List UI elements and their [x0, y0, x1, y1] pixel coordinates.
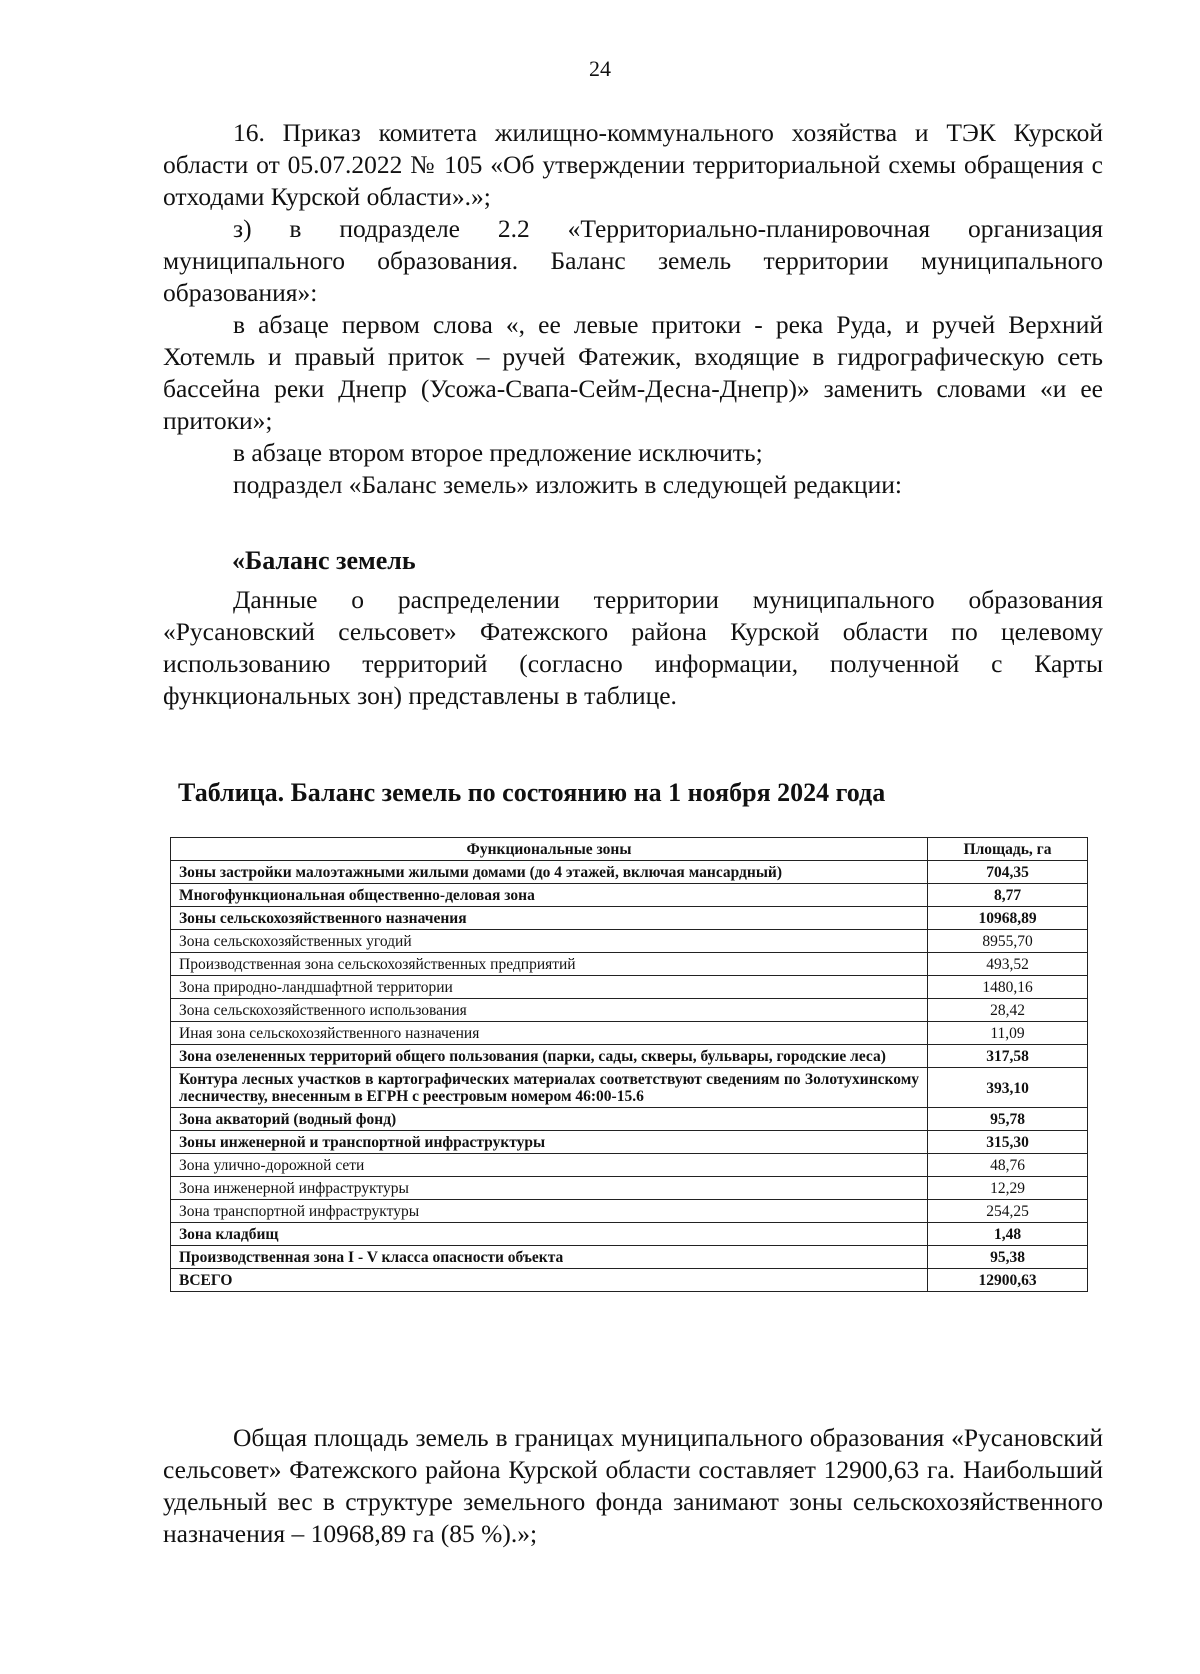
- intro-paragraph: в абзаце первом слова «, ее левые притоки - река Руда, и ручей Верхний Хотемль и правый приток – ручей Фатежик, входящие в гидрографическую сеть бассейна реки Днепр (Усожа-Свапа-Сейм-Десна-Днепр)» заменить словами «и ее притоки»;: [163, 310, 1103, 435]
- zone-name-cell: Зоны инженерной и транспортной инфраструктуры: [171, 1131, 928, 1154]
- table-row: [171, 1269, 1088, 1292]
- intro-paragraph: 16. Приказ комитета жилищно-коммунального хозяйства и ТЭК Курской области от 05.07.2022 № 105 «Об утверждении территориальной схемы обращения с отходами Курской области».»;: [163, 118, 1103, 211]
- zone-name-cell: Иная зона сельскохозяйственного назначения: [171, 1022, 928, 1045]
- zone-area-cell: 28,42: [928, 999, 1088, 1022]
- table-row: [171, 1154, 1088, 1177]
- zone-area-cell: 48,76: [928, 1154, 1088, 1177]
- zone-area-cell: 10968,89: [928, 907, 1088, 930]
- intro-paragraph: в абзаце втором второе предложение исключить;: [233, 438, 763, 467]
- zone-area-cell: 95,78: [928, 1108, 1088, 1131]
- zone-area-cell: 254,25: [928, 1200, 1088, 1223]
- zone-name-cell: Зоны сельскохозяйственного назначения: [171, 907, 928, 930]
- intro-paragraph: з) в подразделе 2.2 «Территориально-планировочная организация муниципального образования. Баланс земель территории муниципального образования»:: [163, 214, 1103, 307]
- zone-name-cell: Производственная зона сельскохозяйственных предприятий: [171, 953, 928, 976]
- table-row: [171, 1223, 1088, 1246]
- table-row: [171, 1131, 1088, 1154]
- closing-paragraph: Общая площадь земель в границах муниципального образования «Русановский сельсовет» Фатежского района Курской области составляет 12900,63 га. Наибольший удельный вес в структуре земельного фонда занимают зоны сельскохозяйственного назначения – 10968,89 га (85 %).»;: [163, 1423, 1103, 1548]
- zone-area-cell: 704,35: [928, 861, 1088, 884]
- table-body: [171, 861, 1088, 1292]
- land-balance-table: [170, 837, 1088, 1292]
- zone-area-cell: 1,48: [928, 1223, 1088, 1246]
- zone-area-cell: 12,29: [928, 1177, 1088, 1200]
- zone-area-cell: 11,09: [928, 1022, 1088, 1045]
- table-row: [171, 861, 1088, 884]
- zone-area-cell: 12900,63: [928, 1269, 1088, 1292]
- zone-area-cell: 315,30: [928, 1131, 1088, 1154]
- table-row: [171, 976, 1088, 999]
- zone-name-cell: Зона транспортной инфраструктуры: [171, 1200, 928, 1223]
- intro-text-block: [163, 117, 1103, 501]
- zone-name-cell: Зона улично-дорожной сети: [171, 1154, 928, 1177]
- table-row: [171, 1045, 1088, 1068]
- zone-name-cell: Зона сельскохозяйственного использования: [171, 999, 928, 1022]
- zone-name-cell: Производственная зона I - V класса опасности объекта: [171, 1246, 928, 1269]
- zone-name-cell: Зона природно-ландшафтной территории: [171, 976, 928, 999]
- section-heading: «Баланс земель: [232, 546, 416, 575]
- zone-area-cell: 317,58: [928, 1045, 1088, 1068]
- table-row: [171, 930, 1088, 953]
- zone-name-cell: Зоны застройки малоэтажными жилыми домами (до 4 этажей, включая мансардный): [171, 861, 928, 884]
- zone-name-cell: Зона кладбищ: [171, 1223, 928, 1246]
- zone-area-cell: 493,52: [928, 953, 1088, 976]
- table-title: Таблица. Баланс земель по состоянию на 1 ноября 2024 года: [178, 778, 886, 807]
- closing-text-block: [163, 1422, 1103, 1550]
- zone-name-cell: ВСЕГО: [171, 1269, 928, 1292]
- description-text-block: [163, 584, 1103, 712]
- zone-area-cell: 393,10: [928, 1068, 1088, 1108]
- zone-name-cell: Зона инженерной инфраструктуры: [171, 1177, 928, 1200]
- table-row: [171, 1177, 1088, 1200]
- header-functional-zones: Функциональные зоны: [171, 838, 928, 861]
- table-row: [171, 907, 1088, 930]
- zone-name-cell: Зона акваторий (водный фонд): [171, 1108, 928, 1131]
- header-area: Площадь, га: [928, 838, 1088, 861]
- zone-area-cell: 8955,70: [928, 930, 1088, 953]
- table-row: [171, 1108, 1088, 1131]
- zone-area-cell: 1480,16: [928, 976, 1088, 999]
- table-row: [171, 1022, 1088, 1045]
- zone-name-cell: Контура лесных участков в картографических материалах соответствуют сведениям по Золотухинскому лесничеству, внесенным в ЕГРН с реестровым номером 46:00-15.6: [171, 1068, 928, 1108]
- table-row: [171, 884, 1088, 907]
- table-row: [171, 999, 1088, 1022]
- zone-name-cell: Многофункциональная общественно-деловая зона: [171, 884, 928, 907]
- zone-area-cell: 8,77: [928, 884, 1088, 907]
- page-number: 24: [589, 56, 611, 81]
- zone-name-cell: Зона озелененных территорий общего пользования (парки, сады, скверы, бульвары, городские леса): [171, 1045, 928, 1068]
- table-row: [171, 1200, 1088, 1223]
- table-row: [171, 1246, 1088, 1269]
- intro-paragraph: подраздел «Баланс земель» изложить в следующей редакции:: [233, 470, 902, 499]
- zone-area-cell: 95,38: [928, 1246, 1088, 1269]
- description-paragraph: Данные о распределении территории муниципального образования «Русановский сельсовет» Фатежского района Курской области по целевому использованию территорий (согласно информации, полученной с Карты функциональных зон) представлены в таблице.: [163, 585, 1103, 710]
- table-row: [171, 1068, 1088, 1108]
- table-header-row: [171, 838, 1088, 861]
- zone-name-cell: Зона сельскохозяйственных угодий: [171, 930, 928, 953]
- table-row: [171, 953, 1088, 976]
